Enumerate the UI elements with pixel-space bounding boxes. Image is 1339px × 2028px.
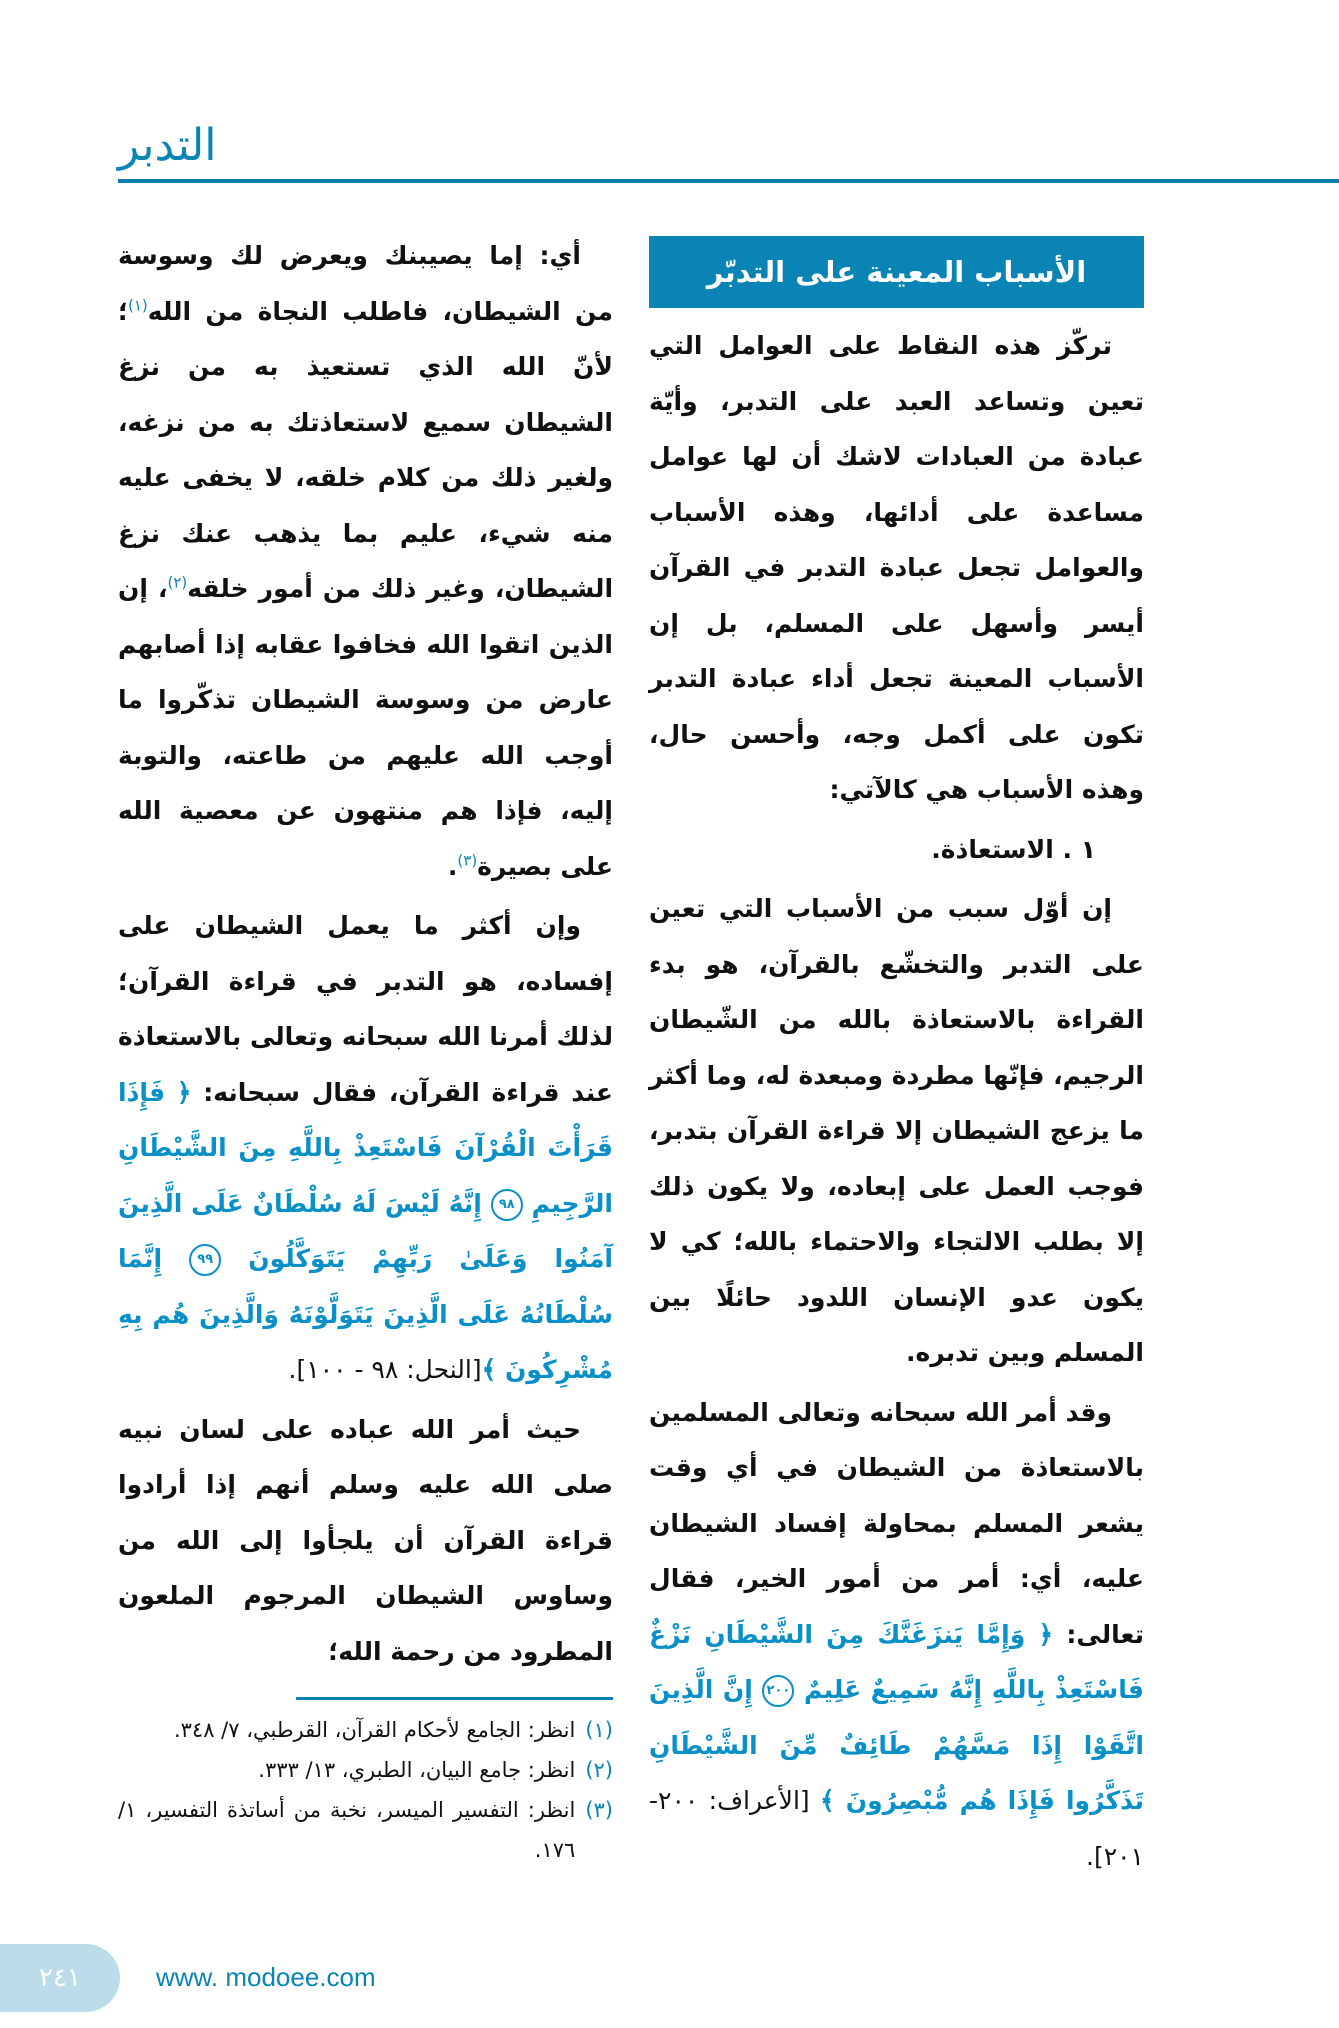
- paragraph: [118, 898, 613, 1398]
- ayah-number: ٩٩: [189, 1244, 221, 1276]
- footnote-number: (٢): [585, 1758, 613, 1782]
- left-column: [118, 228, 613, 1870]
- header-rule: [118, 179, 1339, 183]
- footnote-text: انظر: الجامع لأحكام القرآن، القرطبي، ٧/ ٣٤٨.: [173, 1718, 576, 1742]
- footnote-number: (٣): [585, 1798, 613, 1822]
- paragraph: [118, 228, 613, 894]
- paragraph-text: وإن أكثر ما يعمل الشيطان على إفساده، هو التدبر في قراءة القرآن؛ لذلك أمرنا الله سبحانه وتعالى بالاستعاذة عند قراءة القرآن، فقال سبحانه:: [118, 911, 613, 1107]
- footnote-rule: [296, 1697, 613, 1700]
- paragraph-text: .: [447, 851, 458, 881]
- paragraph: إن أوّل سبب من الأسباب التي تعين على التدبر والتخشّع بالقرآن، هو بدء القراءة بالاستعاذة بالله من الشّيطان الرجيم، فإنّها مطردة ومبعدة له، وما أكثر ما يزعج الشيطان إلا قراءة القرآن بتدبر، فوجب العمل على إبعاده، ولا يكون ذلك إلا بطلب الالتجاء والاحتماء بالله؛ كي لا يكون عدو الإنسان اللدود حائلًا بين المسلم وبين تدبره.: [649, 894, 1144, 1367]
- paragraph-text: ، إن الذين اتقوا الله فخافوا عقابه إذا أصابهم عارض من وسوسة الشيطان تذكّروا ما أوجب الله عليهم من طاعته، والتوبة إليه، فإذا هم منتهون عن معصية الله على بصيرة: [118, 574, 613, 881]
- footnote-number: (١): [585, 1718, 613, 1742]
- footnotes: [118, 1710, 613, 1870]
- quran-verse: إِنَّهُ لَيْسَ لَهُ سُلْطَانٌ عَلَى الَّذِينَ آمَنُوا وَعَلَىٰ رَبِّهِمْ يَتَوَكَّلُونَ: [118, 1188, 613, 1273]
- footnote: [118, 1750, 613, 1790]
- page-footer: [0, 1928, 1339, 2028]
- footnote-text: انظر: جامع البيان، الطبري، ١٣/ ٣٣٣.: [258, 1758, 576, 1782]
- quran-verse: ﴿ وَإِمَّا يَنزَغَنَّكَ مِنَ الشَّيْطَانِ نَزْغٌ فَاسْتَعِذْ بِاللَّهِ إِنَّهُ سَمِيعٌ عَلِيمٌ: [649, 1619, 1144, 1704]
- ayah-number: ٢٠٠: [762, 1675, 794, 1707]
- list-item-heading: ١ . الاستعاذة.: [931, 834, 1096, 864]
- quran-verse: إِنَّ الَّذِينَ اتَّقَوْا إِذَا مَسَّهُمْ طَائِفٌ مِّنَ الشَّيْطَانِ تَذَكَّرُوا فَإِذَا هُم مُّبْصِرُونَ ﴾: [649, 1675, 1144, 1815]
- footnote: [118, 1790, 613, 1870]
- footnote-ref[interactable]: (٢): [167, 573, 188, 592]
- page-header: [0, 0, 1339, 183]
- verse-reference: [النحل: ٩٨ - ١٠٠].: [288, 1355, 482, 1384]
- footnote-ref[interactable]: (٣): [457, 851, 478, 870]
- paragraph: [649, 1385, 1144, 1885]
- website-url[interactable]: www. modoee.com: [156, 1962, 376, 1992]
- paragraph-text: أي: إما يصيبنك ويعرض لك وسوسة من الشيطان، فاطلب النجاة من الله: [118, 241, 613, 326]
- page-number-badge: ٢٤١: [0, 1944, 120, 2012]
- paragraph: حيث أمر الله عباده على لسان نبيه صلى الله عليه وسلم أنهم إذا أرادوا قراءة القرآن أن يلجأوا إلى الله من وساوس الشيطان المرجوم الملعون المطرود من رحمة الله؛: [118, 1414, 613, 1666]
- footnote-ref[interactable]: (١): [128, 296, 148, 315]
- right-column: [649, 236, 1144, 1888]
- columns: [0, 183, 1339, 1888]
- footnote: [118, 1710, 613, 1750]
- ayah-number: ٩٨: [491, 1189, 523, 1221]
- running-header-title: التدبر: [118, 120, 217, 171]
- paragraph-text: ؛ لأنّ الله الذي تستعيذ به من نزغ الشيطان سميع لاستعاذتك به من نزغه، ولغير ذلك من كلام خلقه، لا يخفى عليه منه شيء، عليم بما يذهب عنك نزغ الشيطان، وغير ذلك من أمور خلقه: [118, 296, 614, 603]
- paragraph: تركّز هذه النقاط على العوامل التي تعين وتساعد العبد على التدبر، وأيّة عبادة من العبادات لاشك أن لها عوامل مساعدة على أدائها، وهذه الأسباب والعوامل تجعل عبادة التدبر في القرآن أيسر وأسهل على المسلم، بل إن الأسباب المعينة تجعل أداء عبادة التدبر تكون على أكمل وجه، وأحسن حال، وهذه الأسباب هي كالآتي:: [649, 331, 1144, 804]
- footnote-text: انظر: التفسير الميسر، نخبة من أساتذة التفسير، ١/ ١٧٦.: [118, 1798, 576, 1862]
- quran-verse: إِنَّمَا سُلْطَانُهُ عَلَى الَّذِينَ يَتَوَلَّوْنَهُ وَالَّذِينَ هُم بِهِ مُشْرِكُونَ ﴾: [118, 1244, 613, 1384]
- paragraph-text: وقد أمر الله سبحانه وتعالى المسلمين بالاستعاذة من الشيطان في أي وقت يشعر المسلم بمحاولة إفساد الشيطان عليه، أي: أمر من أمور الخير، فقال تعالى:: [649, 1397, 1144, 1649]
- quran-verse: ﴿ فَإِذَا قَرَأْتَ الْقُرْآنَ فَاسْتَعِذْ بِاللَّهِ مِنَ الشَّيْطَانِ الرَّجِيمِ: [118, 1077, 614, 1218]
- verse-reference: [الأعراف: ٢٠٠- ٢٠١].: [649, 1786, 1144, 1871]
- section-title: الأسباب المعينة على التدبّر: [649, 236, 1144, 308]
